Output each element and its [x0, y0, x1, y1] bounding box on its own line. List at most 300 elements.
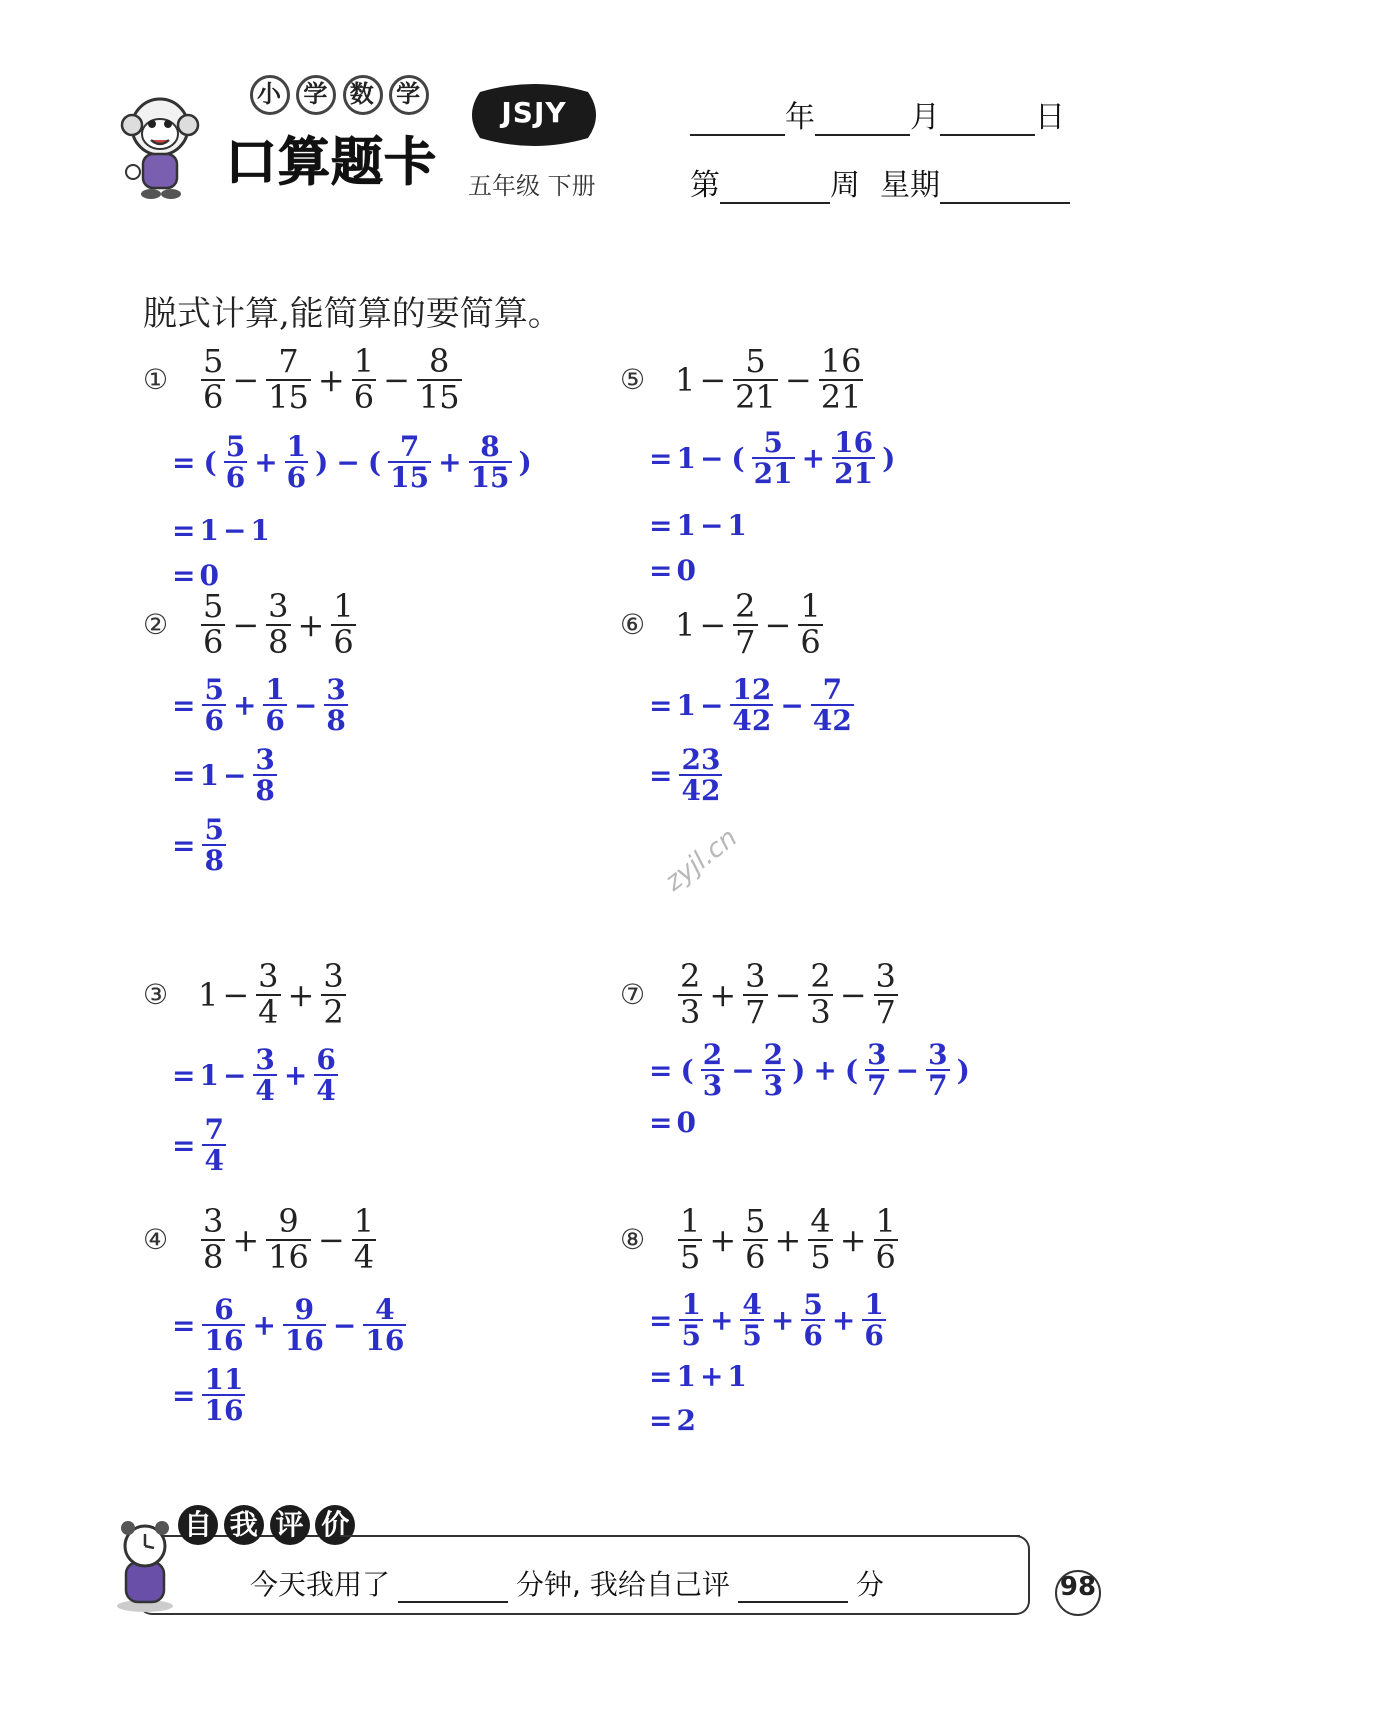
fraction: [743, 1202, 767, 1276]
operator: −: [784, 360, 812, 399]
operator: −: [764, 605, 792, 644]
numerator: 3: [255, 1043, 275, 1076]
fraction: [253, 1045, 276, 1106]
denominator: 6: [875, 1237, 896, 1276]
operator: =: [172, 445, 196, 479]
operator: ): [882, 441, 896, 475]
number: 1: [727, 1360, 747, 1393]
numerator: 5: [204, 813, 224, 846]
numerator: 16: [834, 426, 874, 459]
operator: −: [731, 1053, 755, 1087]
eval-text-b: 分钟, 我给自己评: [516, 1568, 730, 1601]
divider: [340, 1535, 1020, 1537]
fraction: [701, 1040, 724, 1101]
operator: +: [839, 1220, 867, 1259]
operator: +: [283, 1058, 308, 1092]
numerator: 5: [745, 342, 766, 380]
problem-number: ⑤: [620, 363, 646, 396]
denominator: 7: [928, 1069, 948, 1103]
operator: ): [518, 445, 532, 479]
number: 1: [199, 514, 219, 547]
operator: −: [383, 360, 410, 399]
denominator: 16: [204, 1324, 244, 1358]
fraction: [469, 432, 512, 493]
fraction: [202, 675, 225, 736]
denominator: 21: [735, 377, 776, 416]
operator: =: [649, 1360, 673, 1393]
number: 2: [676, 1404, 696, 1437]
year-blank[interactable]: [690, 106, 785, 136]
numerator: 3: [875, 957, 896, 995]
numerator: 1: [800, 587, 821, 625]
fraction: [752, 428, 795, 489]
operator: +: [232, 1220, 260, 1259]
operator: −: [336, 445, 360, 479]
logo: [115, 70, 445, 210]
operator: −: [699, 360, 727, 399]
week-label: 周: [830, 168, 860, 203]
operator: +: [317, 360, 345, 399]
denominator: 6: [203, 622, 224, 661]
operator: (: [367, 445, 382, 479]
problem-question: [675, 957, 901, 1031]
numerator: 1: [286, 430, 307, 463]
problem-number: ⑥: [620, 608, 646, 641]
fraction: [678, 957, 702, 1031]
number: 0: [676, 1106, 696, 1139]
fraction: [202, 1295, 245, 1356]
operator: =: [172, 1308, 196, 1342]
operator: ): [315, 445, 329, 479]
operator: +: [774, 1220, 802, 1259]
operator: +: [831, 1303, 856, 1337]
fraction: [808, 1202, 832, 1276]
denominator: 5: [681, 1319, 701, 1353]
weekday-label: 星期: [880, 168, 940, 203]
numerator: 1: [681, 1288, 701, 1321]
fraction: [679, 1290, 702, 1351]
problem-question: [675, 1202, 901, 1276]
fraction: [331, 587, 355, 661]
fraction: [762, 1040, 785, 1101]
numerator: 5: [204, 673, 224, 706]
eval-text-a: 今天我用了: [250, 1568, 391, 1601]
denominator: 21: [820, 377, 862, 416]
denominator: 6: [265, 704, 285, 738]
numerator: 3: [867, 1038, 887, 1071]
operator: +: [709, 975, 737, 1014]
brand-char: 学: [389, 75, 429, 115]
operator: =: [649, 1404, 673, 1437]
numerator: 1: [353, 1202, 375, 1240]
denominator: 21: [753, 457, 793, 491]
numerator: 2: [763, 1038, 784, 1071]
problem-question: [675, 342, 866, 416]
fraction: [253, 745, 276, 806]
fraction: [730, 675, 773, 736]
numerator: 23: [681, 743, 721, 776]
solution-step: [168, 1115, 229, 1176]
numerator: 2: [735, 587, 756, 625]
numerator: 1: [353, 342, 375, 380]
numerator: 2: [702, 1038, 723, 1071]
denominator: 6: [203, 377, 224, 416]
problem-number: ②: [143, 608, 169, 641]
fraction: [740, 1290, 763, 1351]
numerator: 1: [864, 1288, 884, 1321]
fraction: [926, 1040, 949, 1101]
denominator: 6: [864, 1319, 884, 1353]
solution-step: [168, 1365, 248, 1426]
problem-number: ⑦: [620, 978, 646, 1011]
numerator: 1: [333, 587, 354, 625]
denominator: 8: [268, 622, 289, 661]
numerator: 5: [803, 1288, 823, 1321]
denominator: 4: [255, 1074, 275, 1108]
numerator: 3: [258, 957, 279, 995]
denominator: 5: [810, 1237, 831, 1276]
number: 0: [199, 559, 219, 592]
watermark: zyjl.cn: [659, 822, 744, 898]
number: 1: [199, 1058, 219, 1092]
problem-question: [198, 957, 349, 1031]
fraction: [352, 1202, 376, 1276]
operator: +: [770, 1303, 795, 1337]
numerator: 6: [316, 1043, 336, 1076]
operator: =: [649, 554, 673, 587]
denominator: 6: [745, 1237, 766, 1276]
fraction: [811, 675, 854, 736]
monkey-mascot-icon: [115, 92, 205, 202]
eval-char: 价: [315, 1505, 355, 1545]
numerator: 1: [265, 673, 285, 706]
solution-step: [645, 1106, 696, 1139]
numerator: 7: [399, 430, 420, 463]
solution-step: [168, 675, 351, 736]
numerator: 12: [732, 673, 772, 706]
denominator: 6: [225, 461, 246, 495]
denominator: 42: [681, 774, 721, 808]
numerator: 2: [810, 957, 831, 995]
operator: +: [252, 1308, 276, 1342]
day-label: 日: [1035, 100, 1065, 135]
numerator: 1: [875, 1202, 896, 1240]
numerator: 8: [480, 430, 500, 463]
solution-step: [645, 675, 857, 736]
denominator: 16: [268, 1237, 309, 1276]
operator: +: [438, 445, 462, 479]
denominator: 6: [353, 377, 375, 416]
brand-subtitle: [250, 75, 425, 115]
grade-label: 五年级 下册: [468, 172, 596, 200]
problem-number: ④: [143, 1223, 169, 1256]
numerator: 8: [429, 342, 450, 380]
week-prefix: 第: [690, 168, 720, 203]
fraction: [256, 957, 280, 1031]
operator: (: [680, 1053, 694, 1087]
denominator: 42: [732, 704, 772, 738]
operator: −: [332, 1308, 357, 1342]
fraction: [352, 342, 376, 416]
fraction: [201, 587, 225, 661]
denominator: 7: [867, 1069, 887, 1103]
number: 1: [675, 360, 696, 399]
denominator: 7: [875, 992, 896, 1031]
problem-number: ⑧: [620, 1223, 646, 1256]
fraction: [266, 1202, 311, 1276]
number: 1: [675, 605, 696, 644]
fraction: [224, 432, 247, 493]
numerator: 7: [278, 342, 299, 380]
operator: −: [780, 688, 804, 722]
number: 1: [250, 514, 270, 547]
operator: −: [699, 688, 724, 722]
fraction: [283, 1295, 326, 1356]
operator: −: [895, 1053, 920, 1087]
fraction: [263, 675, 286, 736]
eval-text-c: 分: [855, 1568, 884, 1601]
numerator: 7: [204, 1113, 224, 1146]
solution-step: [645, 509, 747, 542]
fraction: [363, 1295, 406, 1356]
month-label: 月: [910, 100, 940, 135]
fraction: [285, 432, 308, 493]
numerator: 3: [326, 673, 346, 706]
denominator: 6: [800, 622, 821, 661]
day-blank[interactable]: [940, 106, 1035, 136]
operator: −: [222, 758, 247, 792]
operator: +: [699, 1360, 724, 1393]
problem-number: ③: [143, 978, 169, 1011]
operator: −: [699, 509, 724, 542]
number: 1: [727, 509, 747, 542]
week-fields: [690, 160, 1070, 204]
fraction: [798, 587, 822, 661]
solution-step: [168, 432, 536, 493]
fraction: [417, 342, 462, 416]
number: 1: [676, 441, 696, 475]
solution-step: [645, 1360, 747, 1393]
brand-char: 数: [343, 75, 383, 115]
operator: +: [254, 445, 278, 479]
number: 1: [198, 975, 219, 1014]
numerator: 11: [204, 1363, 244, 1396]
denominator: 3: [810, 992, 831, 1031]
fraction: [202, 1115, 225, 1176]
page-number: 98: [1055, 1570, 1101, 1616]
operator: =: [172, 1378, 196, 1412]
denominator: 4: [204, 1144, 224, 1178]
operator: −: [222, 975, 250, 1014]
denominator: 15: [470, 461, 510, 495]
fraction: [865, 1040, 888, 1101]
brand-title: 口算题卡: [225, 133, 438, 193]
operator: =: [649, 758, 673, 792]
fraction: [832, 428, 875, 489]
operator: +: [813, 1053, 837, 1087]
denominator: 4: [258, 992, 279, 1031]
series-badge: JSJY: [501, 96, 567, 129]
year-label: 年: [785, 100, 815, 135]
numerator: 4: [742, 1288, 762, 1321]
fraction: [202, 815, 225, 876]
numerator: 3: [255, 743, 275, 776]
weekday-blank[interactable]: [940, 174, 1070, 204]
number: 0: [676, 554, 696, 587]
solution-step: [645, 1040, 974, 1101]
week-blank[interactable]: [720, 174, 830, 204]
operator: −: [839, 975, 867, 1014]
denominator: 8: [326, 704, 346, 738]
fraction: [808, 957, 832, 1031]
operator: −: [699, 605, 727, 644]
denominator: 16: [204, 1394, 244, 1428]
self-evaluation-title: [178, 1505, 351, 1545]
denominator: 6: [803, 1319, 823, 1353]
solution-step: [168, 815, 229, 876]
operator: =: [172, 828, 196, 862]
numerator: 5: [225, 430, 246, 463]
denominator: 42: [812, 704, 852, 738]
operator: −: [222, 1058, 247, 1092]
operator: ): [956, 1053, 970, 1087]
solution-step: [168, 1295, 409, 1356]
denominator: 16: [284, 1324, 324, 1358]
operator: −: [222, 514, 247, 547]
denominator: 4: [353, 1237, 375, 1276]
brand-char: 学: [296, 75, 336, 115]
denominator: 6: [333, 622, 354, 661]
denominator: 16: [365, 1324, 405, 1358]
numerator: 7: [822, 673, 843, 706]
minutes-blank[interactable]: [398, 1575, 508, 1603]
denominator: 21: [834, 457, 874, 491]
operator: =: [172, 514, 196, 547]
fraction: [324, 675, 347, 736]
date-fields: [690, 92, 1065, 136]
operator: =: [172, 758, 196, 792]
solution-step: [168, 514, 270, 547]
numerator: 6: [214, 1293, 234, 1326]
operator: =: [172, 1128, 196, 1162]
operator: −: [699, 441, 724, 475]
numerator: 3: [323, 957, 344, 995]
denominator: 6: [286, 461, 307, 495]
operator: (: [844, 1053, 859, 1087]
numerator: 3: [745, 957, 766, 995]
numerator: 5: [203, 587, 224, 625]
fraction: [678, 1202, 702, 1276]
number: 1: [676, 509, 696, 542]
number: 1: [676, 688, 696, 722]
operator: =: [172, 688, 196, 722]
eval-char: 自: [178, 1505, 218, 1545]
fraction: [388, 432, 431, 493]
operator: =: [649, 688, 673, 722]
operator: −: [774, 975, 802, 1014]
operator: +: [232, 688, 257, 722]
operator: −: [317, 1220, 345, 1259]
numerator: 16: [820, 342, 862, 380]
denominator: 8: [204, 844, 224, 878]
denominator: 3: [680, 992, 701, 1031]
solution-step: [645, 1290, 889, 1351]
operator: =: [649, 1303, 673, 1337]
denominator: 7: [735, 622, 756, 661]
operator: +: [801, 441, 826, 475]
denominator: 5: [742, 1319, 762, 1353]
problem-question: [675, 587, 826, 661]
numerator: 1: [680, 1202, 701, 1240]
score-blank[interactable]: [738, 1575, 848, 1603]
alarm-clock-mascot-icon: [110, 1518, 180, 1614]
denominator: 3: [702, 1069, 723, 1103]
operator: −: [232, 360, 260, 399]
fraction: [321, 957, 345, 1031]
problem-question: [198, 587, 359, 661]
operator: −: [293, 688, 318, 722]
denominator: 7: [745, 992, 766, 1031]
numerator: 3: [203, 1202, 224, 1240]
operator: (: [731, 441, 745, 475]
fraction: [874, 1202, 898, 1276]
denominator: 3: [763, 1069, 784, 1103]
fraction: [314, 1045, 337, 1106]
fraction: [201, 342, 225, 416]
denominator: 4: [316, 1074, 336, 1108]
operator: (: [203, 445, 217, 479]
self-evaluation-text: [250, 1563, 884, 1603]
solution-step: [645, 745, 725, 806]
month-blank[interactable]: [815, 106, 910, 136]
fraction: [819, 342, 864, 416]
operator: +: [709, 1303, 734, 1337]
denominator: 15: [418, 377, 460, 416]
solution-step: [168, 745, 280, 806]
solution-step: [168, 1045, 341, 1106]
denominator: 5: [680, 1237, 701, 1276]
problem-number: ①: [143, 363, 169, 396]
fraction: [202, 1365, 245, 1426]
operator: −: [232, 605, 260, 644]
operator: +: [287, 975, 315, 1014]
operator: =: [649, 441, 673, 475]
operator: +: [297, 605, 325, 644]
number: 1: [199, 758, 219, 792]
solution-step: [645, 428, 899, 489]
denominator: 8: [255, 774, 275, 808]
solution-step: [645, 1404, 696, 1437]
denominator: 15: [268, 377, 309, 416]
operator: =: [649, 1053, 673, 1087]
numerator: 3: [928, 1038, 948, 1071]
problem-question: [198, 1202, 379, 1276]
number: 1: [676, 1360, 696, 1393]
fraction: [743, 957, 767, 1031]
numerator: 3: [268, 587, 289, 625]
instruction: 脱式计算,能简算的要简算。: [143, 294, 562, 334]
numerator: 2: [680, 957, 701, 995]
eval-char: 评: [270, 1505, 310, 1545]
eval-char: 我: [224, 1505, 264, 1545]
operator: ): [792, 1053, 806, 1087]
operator: =: [649, 509, 673, 542]
operator: =: [172, 559, 196, 592]
fraction: [733, 587, 757, 661]
fraction: [266, 342, 311, 416]
denominator: 6: [204, 704, 224, 738]
numerator: 4: [810, 1202, 831, 1240]
